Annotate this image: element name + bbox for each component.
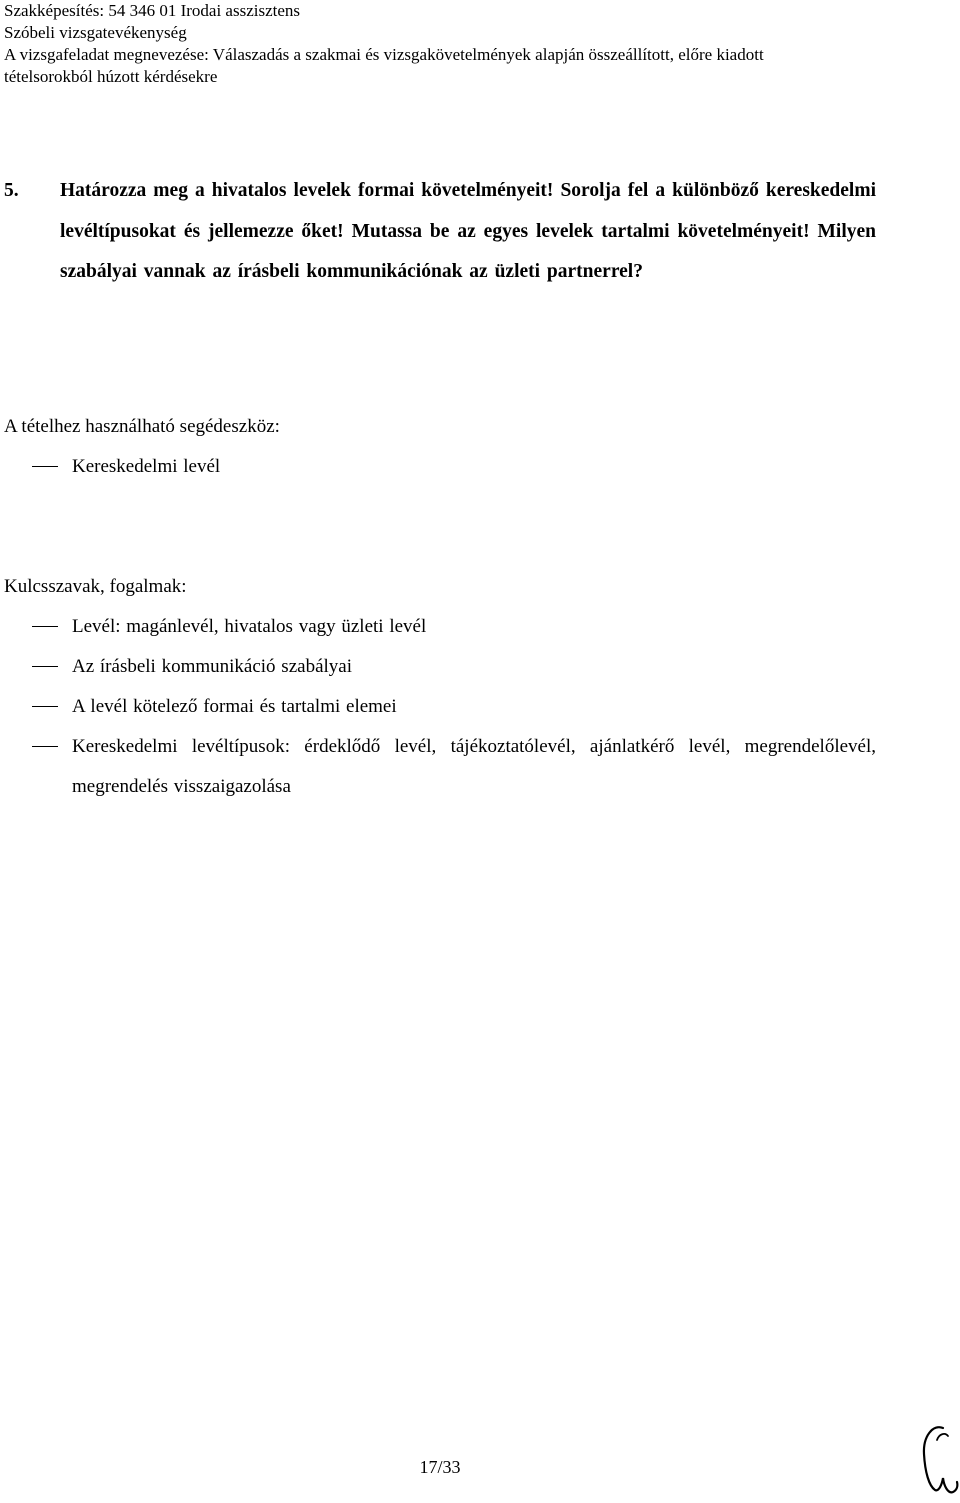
keyword-item-text: A levél kötelező formai és tartalmi elemei [72, 696, 397, 717]
list-item [0, 607, 876, 647]
list-item [0, 447, 876, 487]
list-item [0, 687, 876, 727]
page-header [4, 0, 904, 88]
keyword-item-text: Az írásbeli kommunikáció szabályai [72, 656, 352, 677]
header-qualification: Szakképesítés: 54 346 01 Irodai asszisztens [4, 1, 301, 20]
dash-bullet [32, 706, 58, 707]
tools-title: A tételhez használható segédeszköz: [4, 416, 280, 437]
question-number: 5. [4, 180, 19, 201]
question-block [4, 171, 876, 293]
dash-bullet [32, 466, 58, 467]
header-exam-activity: Szóbeli vizsgatevékenység [4, 23, 187, 42]
list-item [0, 727, 876, 807]
dash-bullet [32, 746, 58, 747]
dash-bullet [32, 626, 58, 627]
tool-item-text: Kereskedelmi levél [72, 456, 221, 477]
keywords-list [0, 607, 876, 807]
dash-bullet [32, 666, 58, 667]
question-text: Határozza meg a hivatalos levelek formai követelményeit! Sorolja fel a különböző kereskedelmi levéltípusokat és jellemezze őket! Mutassa be az egyes levelek tartalmi követelményeit! Milyen szabályai vannak az írásbeli kommunikációnak az üzleti partnerrel? [60, 180, 876, 282]
list-item [0, 647, 876, 687]
signature-icon [915, 1420, 960, 1500]
header-task-name: A vizsgafeladat megnevezése: Válaszadás a szakmai és vizsgakövetelmények alapján összeállított, előre kiadott [4, 45, 764, 64]
tools-list [0, 447, 876, 487]
page-number: 17/33 [419, 1457, 461, 1477]
header-task-name-cont: tételsorokból húzott kérdésekre [4, 67, 218, 86]
keyword-item-text: Levél: magánlevél, hivatalos vagy üzleti levél [72, 616, 427, 637]
keyword-item-text: Kereskedelmi levéltípusok: érdeklődő levél, tájékoztatólevél, ajánlatkérő levél, megrendelőlevél, megrendelés visszaigazolása [72, 736, 876, 797]
keywords-title: Kulcsszavak, fogalmak: [4, 576, 187, 597]
